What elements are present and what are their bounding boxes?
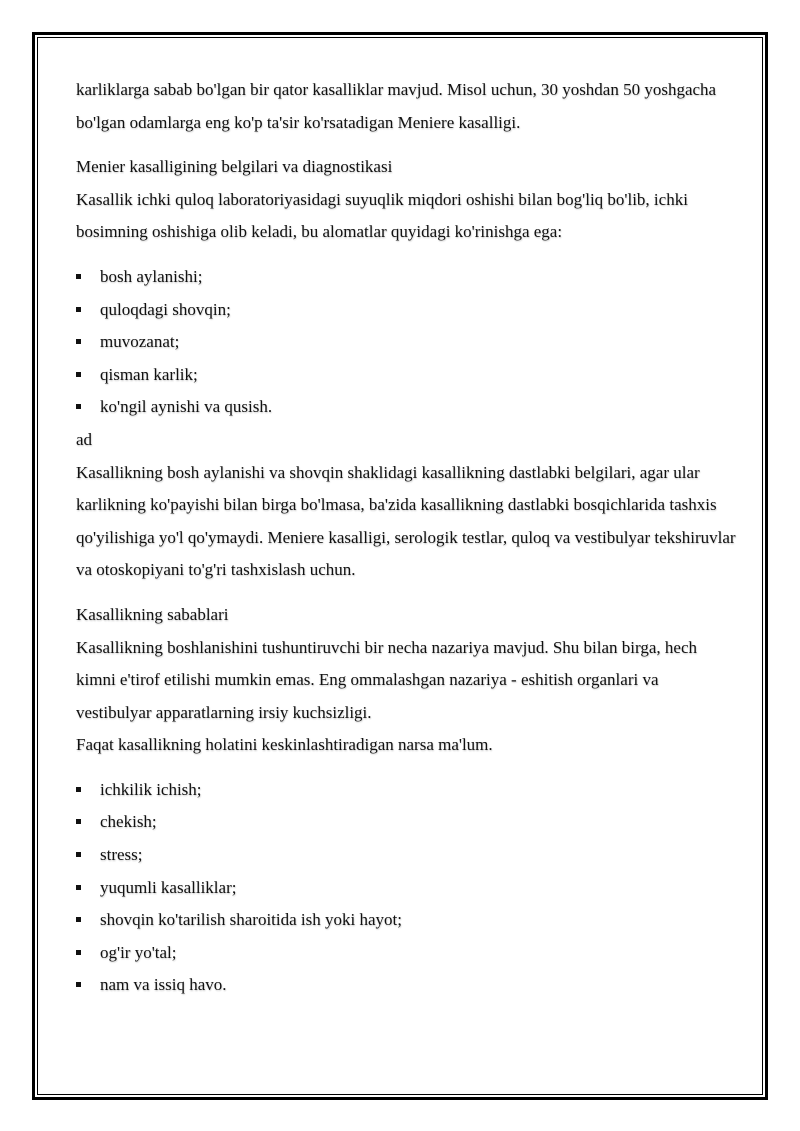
list-item-text: yuqumli kasalliklar; (100, 877, 237, 897)
bullet-icon (76, 404, 81, 409)
causes-paragraph: Kasallikning boshlanishini tushuntiruvchi bir necha nazariya mavjud. Shu bilan birga, hech kimni e'tirof etilishi mumkin emas. Eng ommalashgan nazariya - eshitish organlari va vestibulyar apparatlarning irsiy kuchsizligi. (76, 637, 697, 722)
bullet-icon (76, 339, 81, 344)
document-body (76, 74, 736, 1002)
list-item (76, 806, 736, 839)
section-heading-symptoms: Menier kasalligining belgilari va diagnostikasi (76, 157, 393, 177)
spacer (76, 139, 736, 151)
bullet-icon (76, 917, 81, 922)
list-item-text: nam va issiq havo. (100, 975, 227, 995)
ad-marker: ad (76, 429, 93, 449)
bullet-icon (76, 852, 81, 857)
list-item-text: shovqin ko'tarilish sharoitida ish yoki hayot; (100, 910, 402, 930)
spacer (76, 762, 736, 774)
list-item (76, 359, 736, 392)
list-item (76, 774, 736, 807)
list-item (76, 937, 736, 970)
diagnosis-paragraph: Kasallikning bosh aylanishi va shovqin shaklidagi kasallikning dastlabki belgilari, agar ular karlikning ko'payishi bilan birga bo'lmasa, ba'zida kasallikning dastlabki bosqichlarida tashxis qo'yilishiga yo'l qo'ymaydi. Meniere kasalligi, serologik testlar, quloq va vestibulyar tekshiruvlar va otoskopiyani to'g'ri tashxislash uchun. (76, 462, 736, 580)
causes-paragraph-2: Faqat kasallikning holatini keskinlashtiradigan narsa ma'lum. (76, 735, 493, 755)
list-item (76, 391, 736, 424)
bullet-icon (76, 819, 81, 824)
symptoms-list (76, 261, 736, 424)
section-heading-causes: Kasallikning sabablari (76, 604, 229, 624)
bullet-icon (76, 307, 81, 312)
symptoms-paragraph: Kasallik ichki quloq laboratoriyasidagi suyuqlik miqdori oshishi bilan bog'liq bo'lib, ichki bosimning oshishiga olib keladi, bu alomatlar quyidagi ko'rinishga ega: (76, 189, 688, 242)
list-item (76, 294, 736, 327)
bullet-icon (76, 787, 81, 792)
bullet-icon (76, 274, 81, 279)
list-item-text: qisman karlik; (100, 364, 198, 384)
spacer (76, 587, 736, 599)
intro-paragraph: karliklarga sabab bo'lgan bir qator kasalliklar mavjud. Misol uchun, 30 yoshdan 50 yoshgacha bo'lgan odamlarga eng ko'p ta'sir ko'rsatadigan Meniere kasalligi. (76, 80, 717, 132)
list-item (76, 872, 736, 905)
causes-list (76, 774, 736, 1002)
list-item (76, 969, 736, 1002)
list-item-text: chekish; (100, 812, 157, 832)
bullet-icon (76, 372, 81, 377)
list-item-text: stress; (100, 845, 143, 865)
list-item-text: bosh aylanishi; (100, 266, 203, 286)
list-item (76, 904, 736, 937)
bullet-icon (76, 885, 81, 890)
bullet-icon (76, 950, 81, 955)
list-item-text: quloqdagi shovqin; (100, 299, 231, 319)
list-item-text: ko'ngil aynishi va qusish. (100, 397, 273, 417)
list-item (76, 839, 736, 872)
list-item-text: ichkilik ichish; (100, 779, 202, 799)
list-item (76, 326, 736, 359)
spacer (76, 249, 736, 261)
list-item-text: muvozanat; (100, 332, 180, 352)
bullet-icon (76, 982, 81, 987)
list-item (76, 261, 736, 294)
list-item-text: og'ir yo'tal; (100, 942, 177, 962)
